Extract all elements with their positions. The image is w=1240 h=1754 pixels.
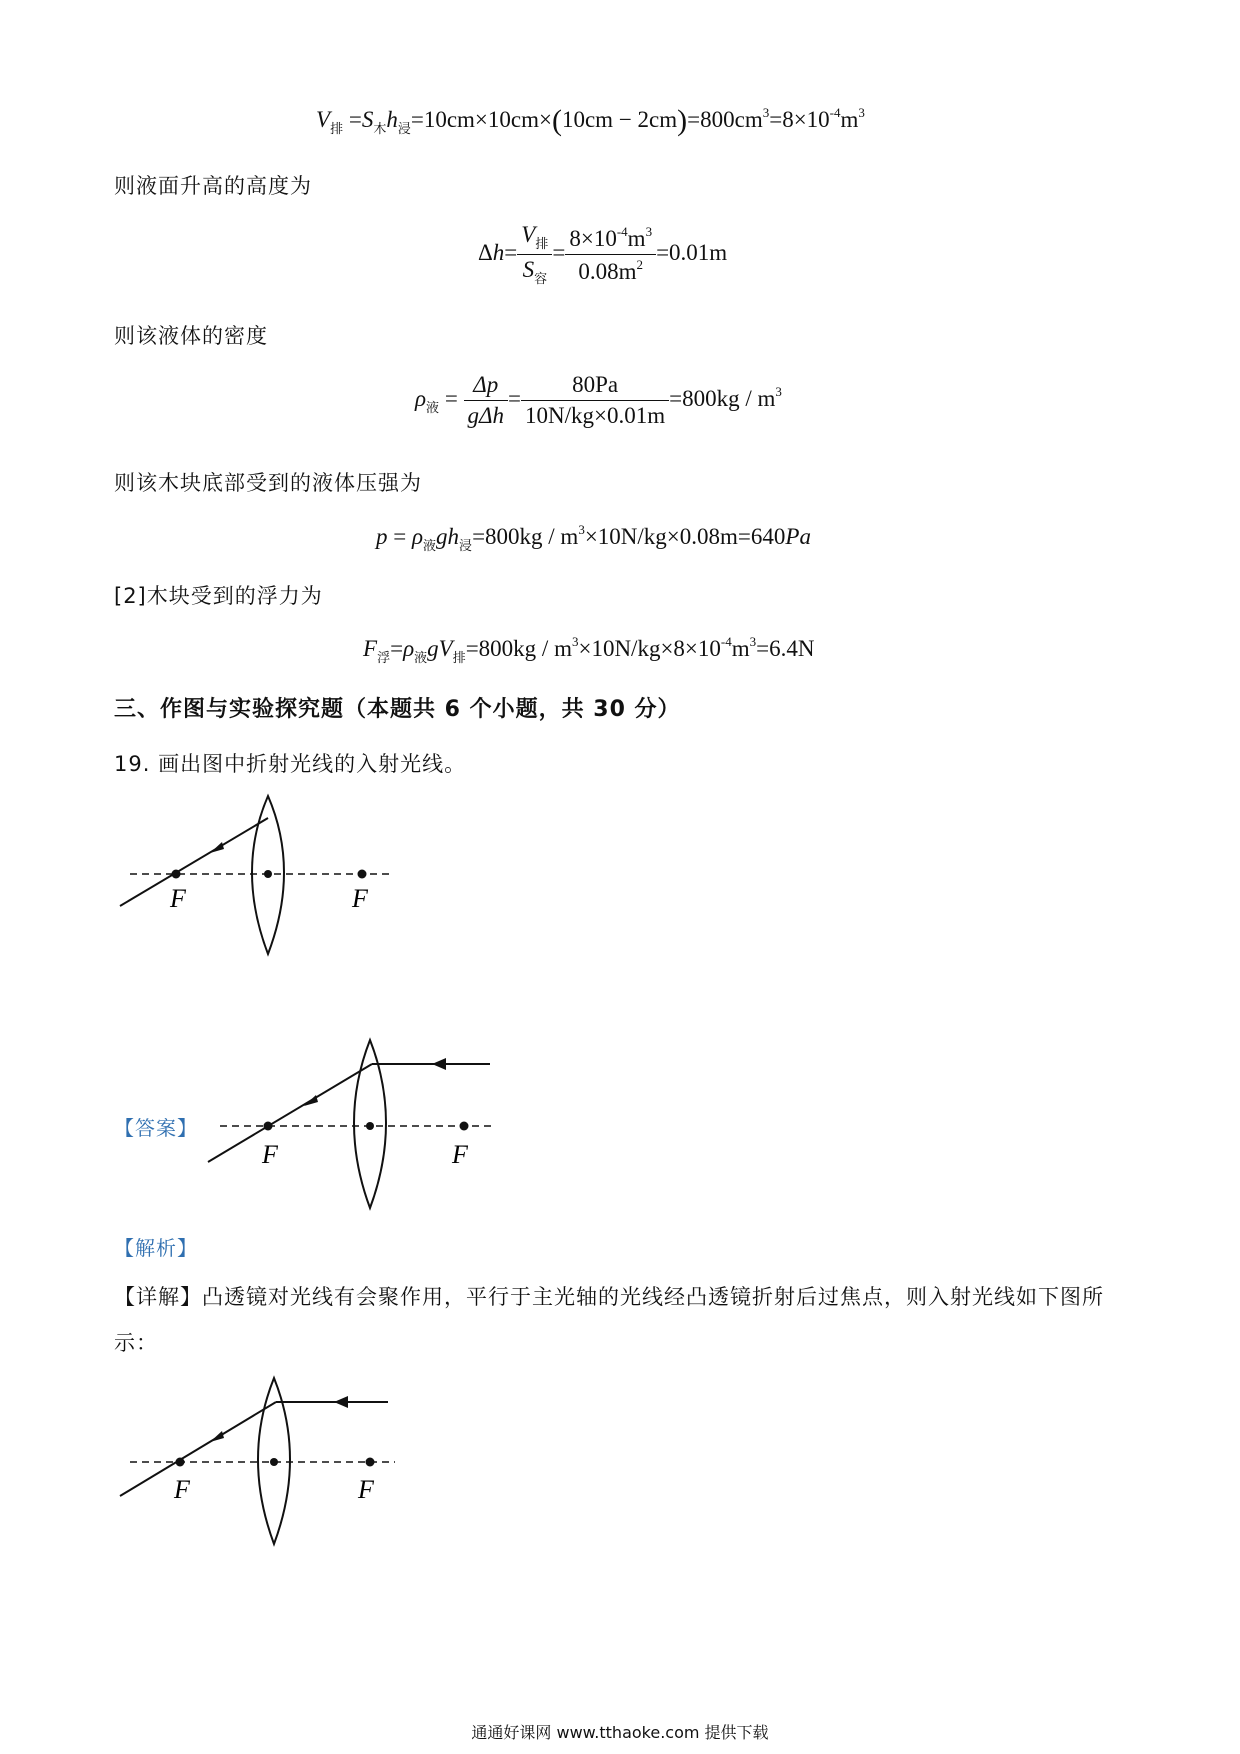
- ray-arrow-icon: [210, 1431, 224, 1442]
- ray-arrow-icon: [210, 842, 224, 853]
- eq-symbol: V: [316, 107, 331, 132]
- eq-text: m: [731, 636, 750, 661]
- eq-exponent: 3: [578, 522, 585, 537]
- eq-text: 10N/kg×0.01m: [525, 403, 666, 428]
- equation-delta-h: Δh= $\frac{V_排}{S_容}$ = $\frac{8\times 10^{-4}m^3}{0.08m^2}$ =0.01m: [478, 222, 728, 287]
- eq-symbol: g: [436, 524, 448, 549]
- eq-text: 8×10: [569, 226, 617, 251]
- eq-subscript: 液: [414, 651, 428, 666]
- eq-exponent: -4: [720, 634, 732, 649]
- lens-diagram-answer: [200, 1030, 500, 1220]
- text-line-height-rise: 则液面升高的高度为: [114, 174, 312, 198]
- eq-subscript: 排: [535, 237, 549, 252]
- eq-subscript: 浸: [459, 539, 473, 554]
- focus-label-right: F: [352, 884, 368, 913]
- eq-symbol: S: [522, 257, 535, 282]
- eq-symbol: F: [363, 636, 378, 661]
- eq-text: m: [627, 226, 646, 251]
- focus-label-left: F: [262, 1140, 278, 1169]
- eq-symbol: gΔh: [467, 403, 505, 428]
- eq-text: =800kg / m: [465, 636, 572, 661]
- eq-exponent: -4: [829, 105, 841, 120]
- analysis-label: 【解析】: [114, 1236, 198, 1260]
- focus-label-left: F: [174, 1475, 190, 1504]
- eq-text: =8×10: [769, 107, 830, 132]
- eq-exponent: 3: [762, 105, 770, 120]
- eq-exponent: 3: [645, 224, 653, 239]
- footer-source: 通通好课网 www.tthaoke.com 提供下载: [471, 1723, 769, 1742]
- optical-center: [264, 870, 272, 878]
- eq-text: 80Pa: [572, 372, 619, 397]
- lens-diagram-question: [100, 790, 400, 970]
- eq-text: =800kg / m: [669, 385, 776, 411]
- equation-density: $\rho_液$ = $\frac{\Delta p}{\text{gΔh}}$ = $\frac{80Pa}{10N/kg\times 0.01m}$ $=800kg / m^3$: [415, 372, 782, 428]
- eq-subscript: 液: [426, 400, 440, 416]
- fraction: [521, 372, 669, 429]
- optical-center: [270, 1458, 278, 1466]
- equation-pressure: $p = \rho_液gh_浸=800kg / m^3\times 10N/kg\times 0.08m=640Pa$: [376, 522, 811, 554]
- eq-text: m: [840, 107, 859, 132]
- eq-symbol: h: [447, 524, 460, 549]
- fraction: [517, 222, 552, 287]
- eq-exponent: 3: [858, 105, 865, 120]
- eq-symbol: V: [521, 222, 536, 247]
- eq-subscript: 浮: [377, 651, 391, 666]
- eq-subscript: 排: [330, 122, 344, 137]
- eq-text: =800cm: [687, 107, 763, 132]
- eq-text: =800kg / m: [472, 524, 579, 549]
- detail-line-2: 示：: [114, 1331, 158, 1355]
- focus-label-left: F: [170, 884, 186, 913]
- eq-exponent: 3: [749, 634, 757, 649]
- eq-subscript: 液: [423, 539, 437, 554]
- text-line-buoyancy: [2]木块受到的浮力为: [114, 584, 323, 608]
- eq-subscript: 容: [534, 272, 548, 287]
- eq-subscript: 浸: [397, 122, 411, 137]
- eq-symbol: h: [386, 107, 398, 132]
- focus-point-left: [264, 1122, 273, 1131]
- ray-arrow-icon: [334, 1396, 348, 1408]
- eq-symbol: V: [438, 636, 453, 661]
- eq-text: ×10N/kg×8×10: [578, 636, 721, 661]
- ray-arrow-icon: [432, 1058, 446, 1070]
- equation-buoyancy: $F_浮=\rho_液gV_排=800kg / m^3\times 10N/kg\times 8\times 10^{-4}m^3=6.4N$: [363, 634, 815, 666]
- eq-exponent: 2: [636, 257, 644, 272]
- focus-point-left: [172, 870, 181, 879]
- focus-label-right: F: [452, 1140, 468, 1169]
- section-heading: 三、作图与实验探究题（本题共 6 个小题，共 30 分）: [114, 697, 681, 722]
- focus-point-right: [358, 870, 367, 879]
- fraction: [464, 372, 509, 429]
- focus-label-right: F: [358, 1475, 374, 1504]
- eq-exponent: 3: [571, 634, 579, 649]
- focus-point-left: [176, 1458, 185, 1467]
- optical-center: [366, 1122, 374, 1130]
- eq-exponent: 3: [775, 383, 782, 399]
- eq-exponent: -4: [616, 224, 628, 239]
- eq-symbol: p: [376, 524, 388, 549]
- eq-text: =6.4N: [756, 636, 815, 661]
- lens-diagram-explanation: [110, 1370, 410, 1560]
- question-19: 19. 画出图中折射光线的入射光线。: [114, 752, 467, 776]
- eq-text: =10cm×10cm×: [410, 107, 552, 132]
- focus-point-right: [366, 1458, 375, 1467]
- eq-symbol: Δp: [473, 372, 499, 397]
- answer-label: 【答案】: [114, 1116, 198, 1140]
- eq-symbol: g: [427, 636, 439, 661]
- eq-text: ×10N/kg×0.08m=640: [584, 524, 786, 549]
- eq-subscript: 木: [373, 122, 387, 137]
- ray-arrow-icon: [304, 1095, 318, 1106]
- text-line-density: 则该液体的密度: [114, 324, 268, 348]
- fraction: [565, 224, 656, 285]
- refracted-ray: [208, 1064, 372, 1162]
- eq-symbol: ρ: [403, 636, 415, 661]
- eq-text: 10cm − 2cm: [561, 107, 678, 132]
- eq-subscript: 排: [452, 651, 466, 666]
- eq-text: Δ: [478, 239, 493, 265]
- eq-symbol: h: [492, 239, 505, 265]
- text-line-pressure: 则该木块底部受到的液体压强为: [114, 471, 422, 495]
- eq-text: 0.08m: [578, 259, 637, 284]
- refracted-ray: [120, 1402, 276, 1496]
- eq-symbol: ρ: [415, 385, 427, 411]
- eq-symbol: ρ: [411, 524, 424, 549]
- refracted-ray: [120, 818, 268, 906]
- focus-point-right: [460, 1122, 469, 1131]
- eq-symbol: Pa: [785, 524, 811, 549]
- eq-text: =0.01m: [656, 239, 728, 265]
- equation-displaced-volume: $V_排 =S_木h_浸=10cm\times 10cm\times(10cm - 2cm)=800cm^3=8\times 10^{-4}m^3$: [316, 104, 865, 137]
- detail-line-1: 【详解】凸透镜对光线有会聚作用，平行于主光轴的光线经凸透镜折射后过焦点，则入射光线如下图所: [114, 1285, 1104, 1309]
- eq-symbol: S: [361, 107, 374, 132]
